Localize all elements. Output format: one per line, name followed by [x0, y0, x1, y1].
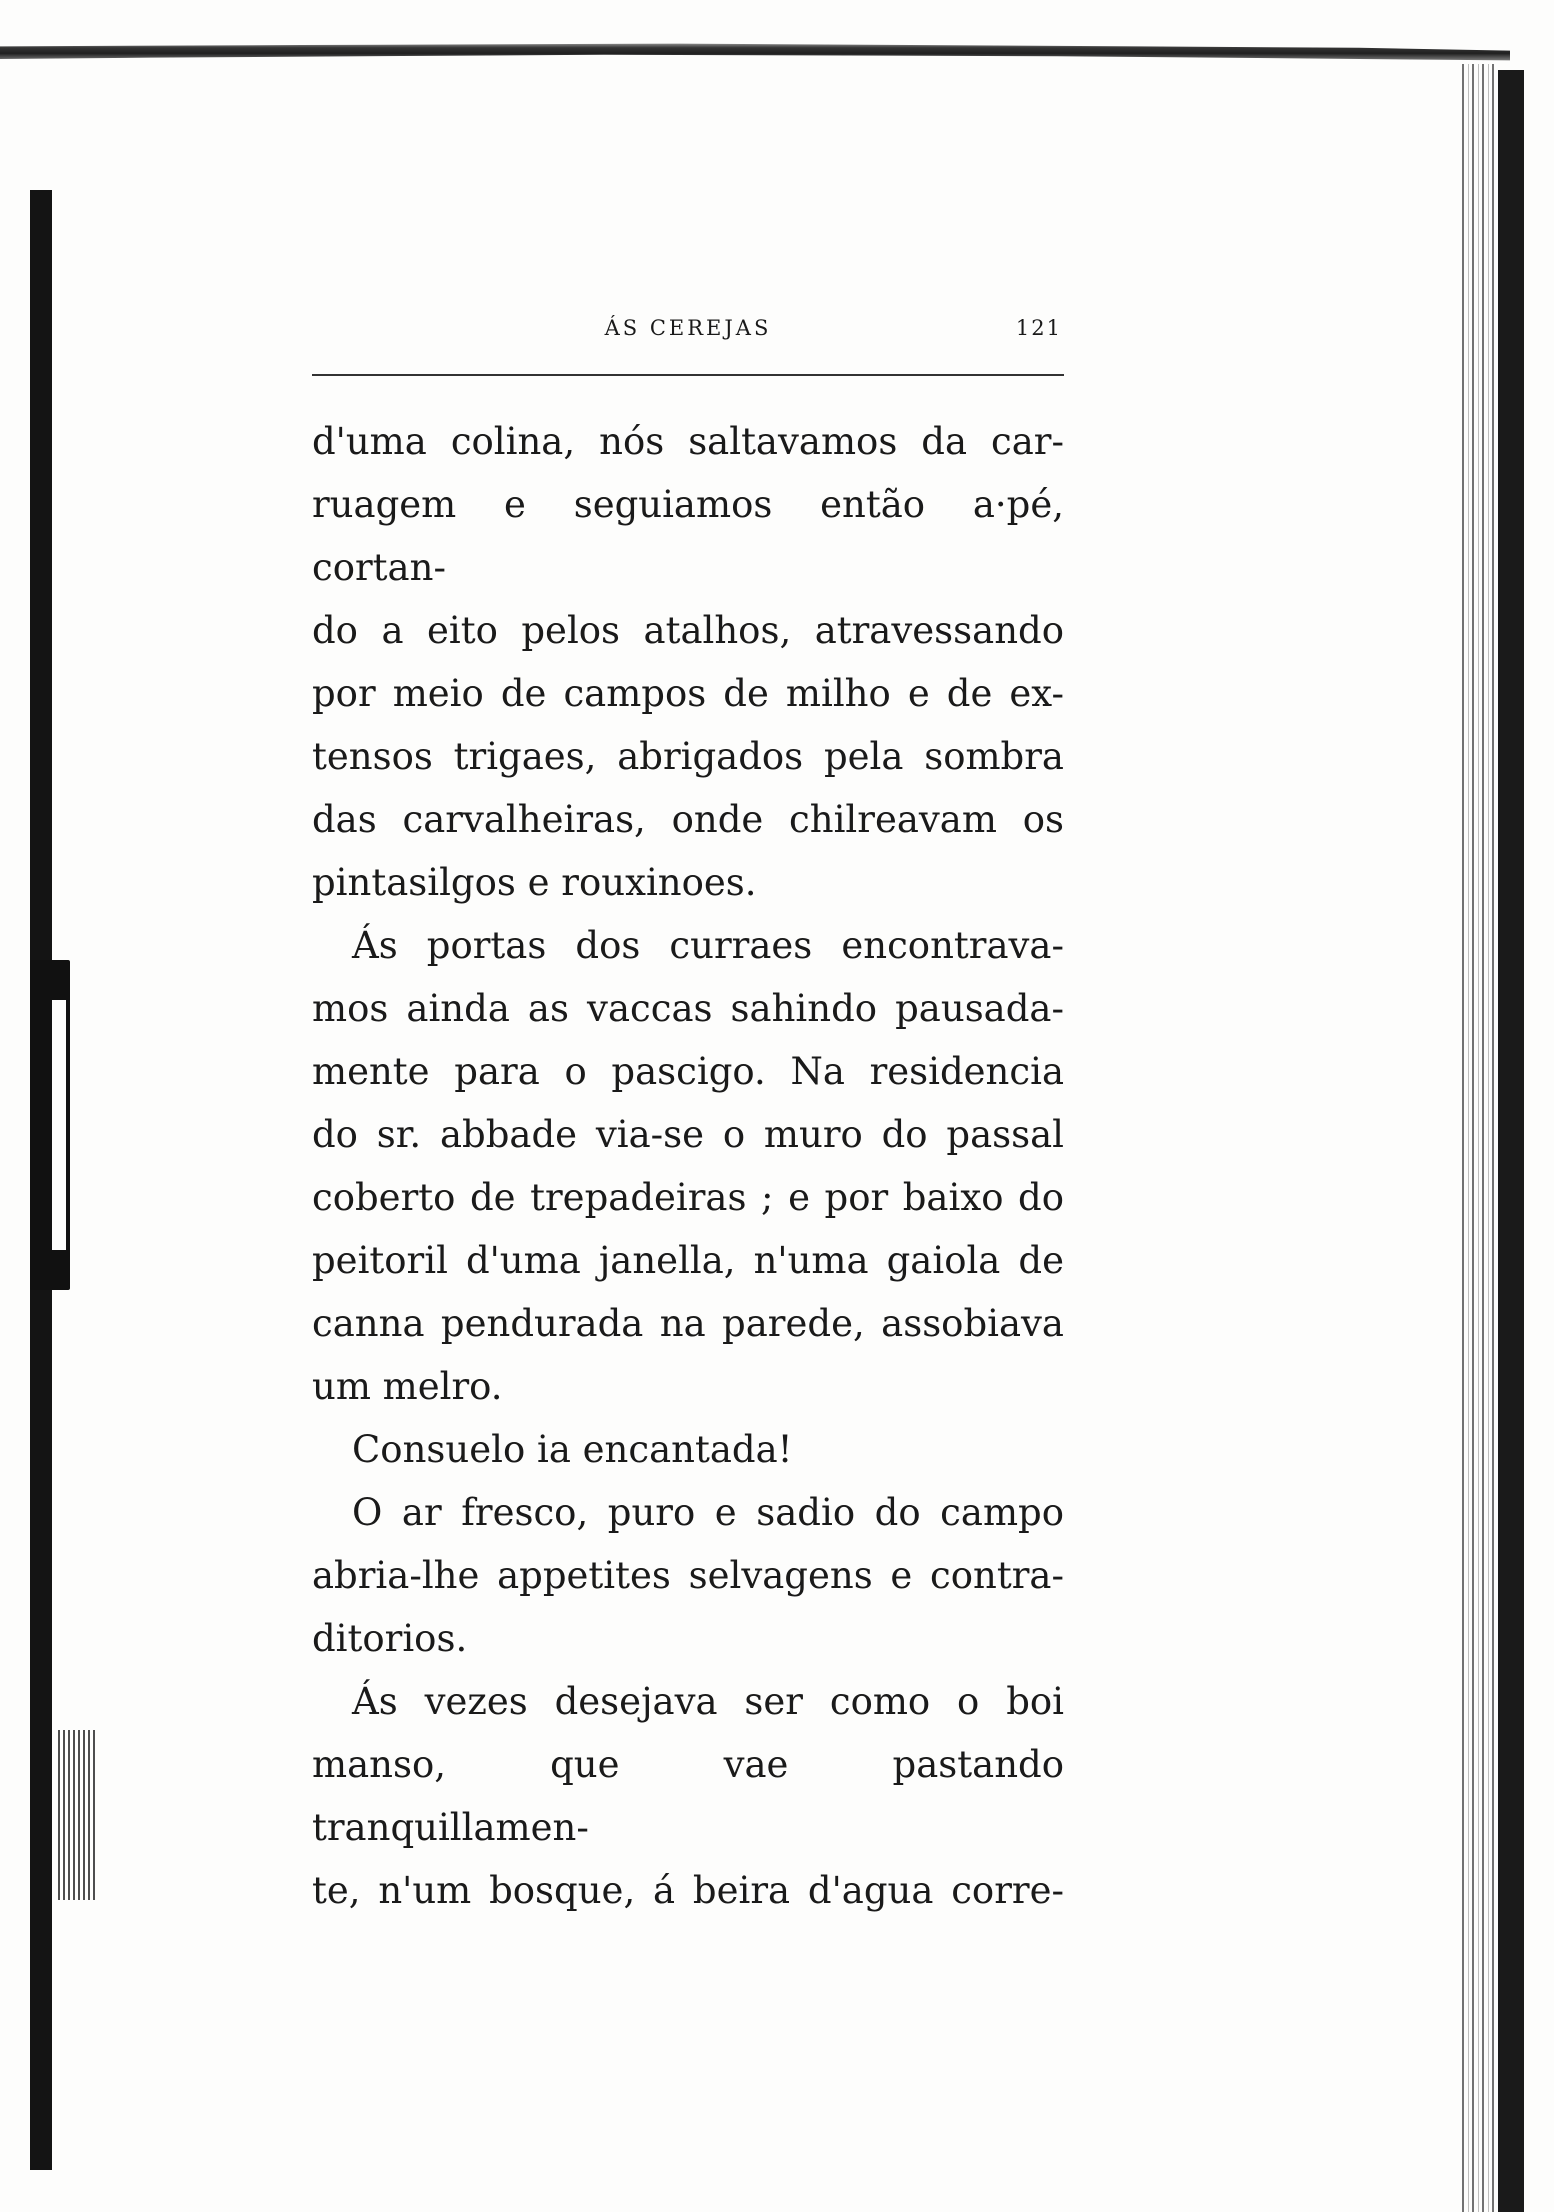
- text-line: do a eito pelos atalhos, atravessando: [312, 609, 1064, 652]
- running-head: [312, 300, 1064, 340]
- text-line: Ás vezes desejava ser como o boi: [352, 1680, 1064, 1723]
- text-line: das carvalheiras, onde chilreavam os: [312, 798, 1064, 841]
- text-line: Consuelo ia encantada!: [352, 1428, 793, 1471]
- text-line: peitoril d'uma janella, n'uma gaiola de: [312, 1239, 1064, 1282]
- scan-left-frayed-edge: [58, 1730, 98, 1900]
- text-line: um melro.: [312, 1365, 503, 1408]
- body-text: [312, 410, 1064, 1922]
- text-line: mente para o pascigo. Na residencia: [312, 1050, 1064, 1093]
- text-line: por meio de campos de milho e de ex-: [312, 672, 1064, 715]
- text-line: Ás portas dos curraes encontrava-: [352, 924, 1064, 967]
- text-line: mos ainda as vaccas sahindo pausada-: [312, 987, 1064, 1030]
- page-text-block: [312, 300, 1064, 1922]
- text-line: manso, que vae pastando tranquillamen-: [312, 1743, 1064, 1849]
- scan-top-shadow: [0, 38, 1510, 66]
- text-line: tensos trigaes, abrigados pela sombra: [312, 735, 1064, 778]
- scan-right-edge-shadow: [1498, 70, 1524, 2212]
- text-line: O ar fresco, puro e sadio do campo: [352, 1491, 1064, 1534]
- text-line: abria-lhe appetites selvagens e contra-: [312, 1554, 1064, 1597]
- scan-right-page-stack: [1462, 64, 1498, 2212]
- running-title: ÁS CEREJAS: [604, 316, 772, 340]
- scan-left-clip-gap: [52, 1000, 66, 1250]
- text-line: do sr. abbade via-se o muro do passal: [312, 1113, 1064, 1156]
- text-line: d'uma colina, nós saltavamos da car-: [312, 420, 1064, 463]
- text-line: coberto de trepadeiras ; e por baixo do: [312, 1176, 1064, 1219]
- text-line: pintasilgos e rouxinoes.: [312, 861, 757, 904]
- text-line: te, n'um bosque, á beira d'agua corre-: [312, 1869, 1064, 1912]
- page-number: 121: [1015, 316, 1062, 340]
- text-line: ruagem e seguiamos então a·pé, cortan-: [312, 483, 1064, 589]
- text-line: canna pendurada na parede, assobiava: [312, 1302, 1064, 1345]
- text-line: ditorios.: [312, 1617, 468, 1660]
- header-rule: [312, 374, 1064, 376]
